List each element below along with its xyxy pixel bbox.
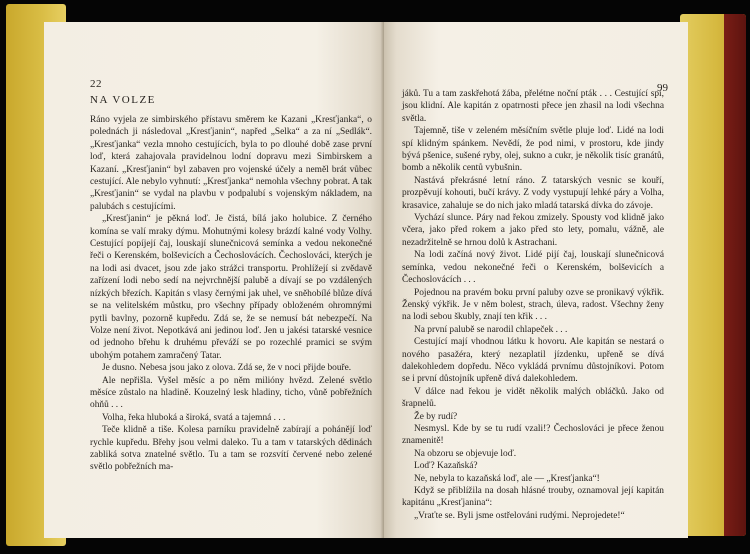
paragraph: Nastává překrásné letní ráno. Z tatarských vesnic se kouří, prozpěvují kohouti, bučí krávy. Z vody vystupují lehké páry a Volha, krasavice, zahaluje se do nich jako mladá tatarská dívka do závoje. bbox=[402, 175, 664, 211]
paragraph: Nesmysl. Kde by se tu rudí vzali!? Čechoslováci je přece ženou znamenitě! bbox=[402, 423, 664, 447]
running-head: NA VOLZE bbox=[90, 94, 156, 106]
left-page-text bbox=[90, 114, 372, 474]
paragraph: Ale nepřišla. Vyšel měsíc a po něm milióny hvězd. Zelené světlo měsíce zůstalo na hladině. Kouzelný lesk hladiny, ticho, vůně pobřežních ohňů . . . bbox=[90, 375, 372, 411]
right-page bbox=[384, 22, 688, 538]
paragraph: Že by rudí? bbox=[414, 411, 458, 422]
paragraph: V dálce nad řekou je vidět několik malých obláčků. Jako od šrapnelů. bbox=[402, 386, 664, 410]
page-number: 99 bbox=[657, 82, 668, 94]
paragraph: Když se přiblížila na dosah hlásné trouby, oznamoval její kapitán kapitánu „Kresťjanina“: bbox=[402, 486, 664, 509]
right-page-text bbox=[402, 88, 664, 522]
page-number: 22 bbox=[90, 78, 102, 90]
paragraph: Je dusno. Nebesa jsou jako z olova. Zdá se, že v noci přijde bouře. bbox=[102, 363, 352, 374]
paragraph: Na první palubě se narodil chlapeček . . . bbox=[414, 324, 568, 335]
paragraph: Na obzoru se objevuje loď. bbox=[414, 448, 517, 459]
paragraph: Volha, řeka hluboká a široká, svatá a tajemná . . . bbox=[102, 412, 286, 423]
paragraph: „Vraťte se. Byli jsme ostřelováni rudými. Neprojedete!“ bbox=[414, 510, 625, 521]
left-page bbox=[44, 22, 384, 538]
paragraph: Vychází slunce. Páry nad řekou zmizely. Spousty vod klidně jako včera, jako před rokem a jako před sto lety, pomalu, vážně, ale nezadržitelně se hrnou dolů k Astrachani. bbox=[402, 213, 664, 248]
paragraph: Cestující mají vhodnou látku k hovoru. Ale kapitán se nestará o nového pasažéra, který nezaplatil jízdenku, upřeně se dívá dalekohledem dopředu. Něco vykládá prvnímu důstojníkovi. Potom se i první důstojník upřeně dívá dalekohledem. bbox=[402, 337, 664, 385]
book-cover-edge bbox=[724, 14, 746, 536]
paragraph: Loď? Kazaňská? bbox=[414, 461, 478, 472]
paragraph: Ne, nebyla to kazaňská loď, ale — „Kresťjanka“! bbox=[414, 473, 600, 484]
paragraph: jáků. Tu a tam zaskřehotá žába, přelétne noční pták . . . Cestující spí, jsou klidní. Ale kapitán z opatrnosti přece jen zhasil na lodi všechna světla. bbox=[402, 89, 664, 124]
paragraph: Tajemně, tiše v zeleném měsíčním světle pluje loď. Lidé na lodi spí klidným spánkem. Nevědí, že pod nimi, v prostoru, kde jindy bývá pšenice, sušené ryby, olej, sukno a cukr, je několik tisíc granátů, bomb a několik centů vybušnin. bbox=[402, 126, 664, 174]
paragraph: Pojednou na pravém boku první paluby ozve se pronikavý výkřik. Ženský výkřik. Je v něm bolest, strach, úleva, radost. Všechny ženy na lodi sebou škubly, znají ten křik . . . bbox=[402, 287, 664, 323]
paragraph: Na lodi začíná nový život. Lidé pijí čaj, louskají slunečnicová semínka, vedou nekonečné řeči o Kerenském, bolševicích a Čechoslovácích . . . bbox=[402, 250, 664, 286]
paragraph: „Kresťjanin“ je pěkná loď. Je čistá, bílá jako holubice. Z černého komína se valí mraky dýmu. Mohutnými kolesy brázdí kalné vody Volhy. Cestující popíjejí čaj, louskají slunečnicová semínka a vedou nekonečné řeči o Kerenském, bolševicích a Čechoslovácích. Čechoslováci, kterých je na lodi asi dvacet, jsou zde jako strážci transportu. Prohlížejí si zvědavě zařízení lodi nebo sedí na nejvrchnější palubě a dívají se po vzdálených nízkých březích. Kapitán s vlasy černými jak uhel, ve sněhobílé blůze dívá se na velitelském můstku, pro všechny případy obloženém ohromnými pytli bavlny, pozorně kupředu. Zdá se, že se nemusí bát nebezpečí. Na Volze není život. Nepotkává ani jedinou loď. Jen u jakési tatarské vesnice od jednoho břehu k druhému převáží se po rozechlé pramici se svým ubohým potahem zamračený Tatar. bbox=[90, 214, 372, 361]
paragraph: Ráno vyjela ze simbirského přístavu směrem ke Kazani „Kresťjanka“, o polednách ji následoval „Kresťjanin“, napřed „Selka“ a za ní „Sedlák“. „Kresťjanka“ vezla mnoho cestujících, byla to po dlouhé době zase první loď, která zahajovala pravidelnou lodní dopravu mezi Simbirskem a Kazaní. „Kresťjanin“ byl zabaven pro vojenské účely a neměl brát vůbec cestující. Ale nebylo vyhnutí: „Kresťjanka“ nemohla všechny pobrat. A tak „Kresťjanin“ se vydal na plavbu v podpalubí s vojenským nákladem, na palubách s cestujícími. bbox=[90, 115, 372, 212]
paragraph: Teče klidně a tiše. Kolesa parníku pravidelně zabírají a pohánějí loď rychle kupředu. Břehy jsou velmi daleko. Tu a tam v tatarských dědinách zabliká sotva znatelné světlo. Tu a tam se rozsvítí červené nebo zelené světlo pobřežních ma- bbox=[90, 425, 372, 473]
